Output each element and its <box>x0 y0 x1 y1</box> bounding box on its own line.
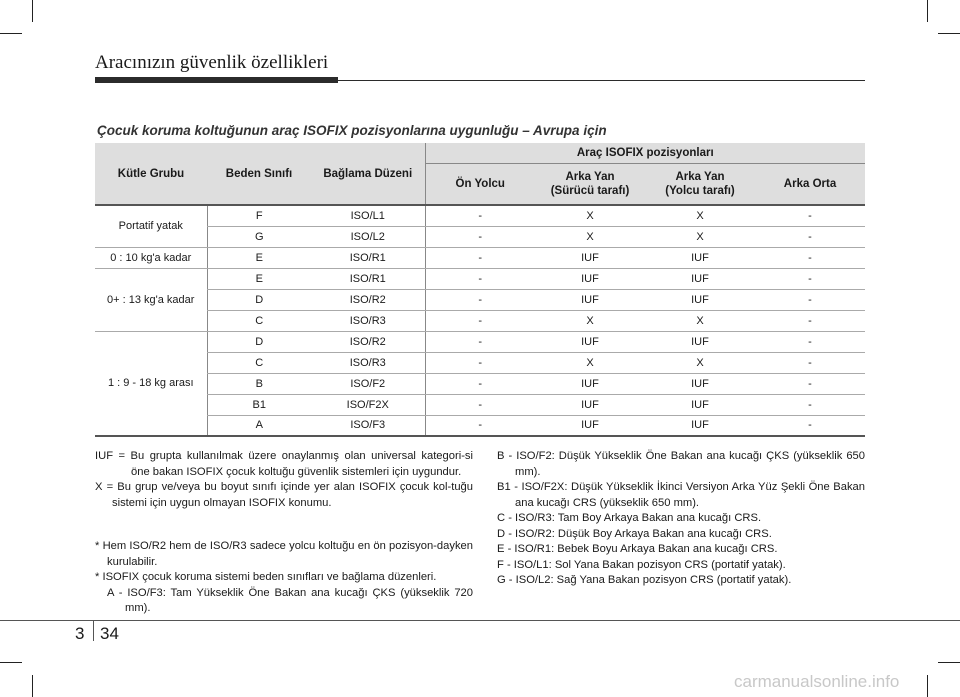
cell-size: C <box>207 310 311 331</box>
cell-front: - <box>425 415 535 436</box>
table-row <box>95 205 865 226</box>
page-number-separator <box>93 621 94 641</box>
cell-center: - <box>755 247 865 268</box>
cell-rear_driver: IUF <box>535 247 645 268</box>
cell-size: B1 <box>207 394 311 415</box>
cell-front: - <box>425 226 535 247</box>
header-rear-center: Arka Orta <box>755 163 865 205</box>
cell-fixture: ISO/L1 <box>311 205 425 226</box>
note-item: E - ISO/R1: Bebek Boyu Arkaya Bakan ana kucağı CRS. <box>497 543 778 555</box>
crop-mark <box>0 33 22 34</box>
header-front-passenger: Ön Yolcu <box>425 163 535 205</box>
crop-mark <box>32 675 33 697</box>
cell-rear_passenger: IUF <box>645 268 755 289</box>
footer-rule <box>0 620 960 621</box>
cell-front: - <box>425 205 535 226</box>
cell-fixture: ISO/R3 <box>311 352 425 373</box>
cell-rear_passenger: X <box>645 310 755 331</box>
cell-front: - <box>425 310 535 331</box>
table-row <box>95 394 865 415</box>
cell-size: G <box>207 226 311 247</box>
cell-size: D <box>207 331 311 352</box>
cell-center: - <box>755 289 865 310</box>
table-row <box>95 226 865 247</box>
note-item: A - ISO/F3: Tam Yükseklik Öne Bakan ana kucağı ÇKS (yükseklik 720 mm). <box>107 586 473 615</box>
cell-fixture: ISO/F3 <box>311 415 425 436</box>
header-rear-driver-side: Arka Yan (Sürücü tarafı) <box>535 163 645 205</box>
cell-rear_passenger: X <box>645 205 755 226</box>
header-size-class: Beden Sınıfı <box>207 143 311 205</box>
cell-fixture: ISO/R3 <box>311 310 425 331</box>
cell-rear_passenger: X <box>645 226 755 247</box>
cell-front: - <box>425 394 535 415</box>
table-row <box>95 310 865 331</box>
cell-fixture: ISO/F2 <box>311 373 425 394</box>
cell-rear_driver: X <box>535 352 645 373</box>
cell-rear_passenger: X <box>645 352 755 373</box>
notes-left <box>95 449 473 617</box>
cell-size: F <box>207 205 311 226</box>
crop-mark <box>938 662 960 663</box>
cell-rear_passenger: IUF <box>645 394 755 415</box>
cell-center: - <box>755 268 865 289</box>
cell-rear_passenger: IUF <box>645 415 755 436</box>
cell-center: - <box>755 394 865 415</box>
cell-front: - <box>425 352 535 373</box>
header-mass-group: Kütle Grubu <box>95 143 207 205</box>
table-row <box>95 352 865 373</box>
note-item: B1 - ISO/F2X: Düşük Yükseklik İkinci Versiyon Arka Yüz Şekli Öne Bakan ana kucağı CRS (yükseklik 650 mm). <box>497 481 865 509</box>
cell-rear_driver: IUF <box>535 331 645 352</box>
cell-center: - <box>755 310 865 331</box>
section-title: Çocuk koruma koltuğunun araç ISOFIX pozisyonlarına uygunluğu – Avrupa için <box>97 123 607 138</box>
cell-rear_driver: IUF <box>535 268 645 289</box>
cell-center: - <box>755 415 865 436</box>
cell-fixture: ISO/L2 <box>311 226 425 247</box>
crop-mark <box>0 662 22 663</box>
crop-mark <box>927 675 928 697</box>
cell-center: - <box>755 352 865 373</box>
cell-front: - <box>425 331 535 352</box>
mass-group-cell: Portatif yatak <box>95 205 207 247</box>
cell-fixture: ISO/R2 <box>311 331 425 352</box>
cell-size: A <box>207 415 311 436</box>
cell-rear_driver: IUF <box>535 394 645 415</box>
header-positions-group: Araç ISOFIX pozisyonları <box>425 143 865 163</box>
note-item: B - ISO/F2: Düşük Yükseklik Öne Bakan ana kucağı ÇKS (yükseklik 650 mm). <box>497 450 865 478</box>
header-fixture: Bağlama Düzeni <box>311 143 425 205</box>
isofix-table <box>95 143 865 437</box>
cell-rear_driver: IUF <box>535 373 645 394</box>
cell-rear_passenger: IUF <box>645 247 755 268</box>
table-row <box>95 289 865 310</box>
cell-center: - <box>755 205 865 226</box>
table-row <box>95 415 865 436</box>
header-rear-passenger-side: Arka Yan (Yolcu tarafı) <box>645 163 755 205</box>
chapter-number: 3 <box>75 624 85 643</box>
header-rule <box>338 80 865 81</box>
cell-front: - <box>425 247 535 268</box>
cell-size: C <box>207 352 311 373</box>
note-item: G - ISO/L2: Sağ Yana Bakan pozisyon CRS (portatif yatak). <box>497 574 792 586</box>
cell-center: - <box>755 373 865 394</box>
note-item: D - ISO/R2: Düşük Boy Arkaya Bakan ana kucağı CRS. <box>497 527 772 540</box>
note-item: * Hem ISO/R2 hem de ISO/R3 sadece yolcu koltuğu en ön pozisyon-dayken kurulabilir. <box>95 540 473 568</box>
note-item: X = Bu grup ve/veya bu boyut sınıfı içinde yer alan ISOFIX çocuk kol-tuğu sistemi için uygun olmayan ISOFIX konumu. <box>95 481 473 509</box>
mass-group-cell: 0+ : 13 kg'a kadar <box>95 268 207 331</box>
page-number: 34 <box>100 624 119 643</box>
note-item: * ISOFIX çocuk koruma sistemi beden sınıfları ve bağlama düzenleri. <box>95 571 437 584</box>
cell-size: D <box>207 289 311 310</box>
table-row <box>95 247 865 268</box>
cell-fixture: ISO/R1 <box>311 268 425 289</box>
cell-fixture: ISO/F2X <box>311 394 425 415</box>
page-header-title: Aracınızın güvenlik özellikleri <box>95 52 329 73</box>
note-item: IUF = Bu grupta kullanılmak üzere onaylanmış olan universal kategori-si öne bakan ISOFIX çocuk koltuğu güvenlik sistemleri için uygundur. <box>95 450 473 478</box>
crop-mark <box>938 33 960 34</box>
mass-group-cell: 1 : 9 - 18 kg arası <box>95 331 207 436</box>
cell-front: - <box>425 268 535 289</box>
note-item: C - ISO/R3: Tam Boy Arkaya Bakan ana kucağı CRS. <box>497 512 762 524</box>
table-row <box>95 331 865 352</box>
crop-mark <box>32 0 33 22</box>
header-bar <box>95 77 338 83</box>
cell-rear_passenger: IUF <box>645 331 755 352</box>
mass-group-cell: 0 : 10 kg'a kadar <box>95 247 207 268</box>
cell-rear_passenger: IUF <box>645 289 755 310</box>
cell-size: B <box>207 373 311 394</box>
cell-center: - <box>755 226 865 247</box>
cell-rear_driver: X <box>535 310 645 331</box>
cell-rear_passenger: IUF <box>645 373 755 394</box>
note-gap <box>95 522 473 528</box>
note-item: F - ISO/L1: Sol Yana Bakan pozisyon CRS (portatif yatak). <box>497 558 786 571</box>
cell-front: - <box>425 289 535 310</box>
cell-rear_driver: X <box>535 205 645 226</box>
cell-fixture: ISO/R2 <box>311 289 425 310</box>
cell-rear_driver: IUF <box>535 415 645 436</box>
table-row <box>95 268 865 289</box>
cell-rear_driver: IUF <box>535 289 645 310</box>
watermark: carmanualsonline.info <box>734 672 900 691</box>
cell-fixture: ISO/R1 <box>311 247 425 268</box>
cell-size: E <box>207 268 311 289</box>
cell-rear_driver: X <box>535 226 645 247</box>
notes-right <box>497 449 865 589</box>
cell-center: - <box>755 331 865 352</box>
table-row <box>95 373 865 394</box>
cell-front: - <box>425 373 535 394</box>
cell-size: E <box>207 247 311 268</box>
crop-mark <box>927 0 928 22</box>
